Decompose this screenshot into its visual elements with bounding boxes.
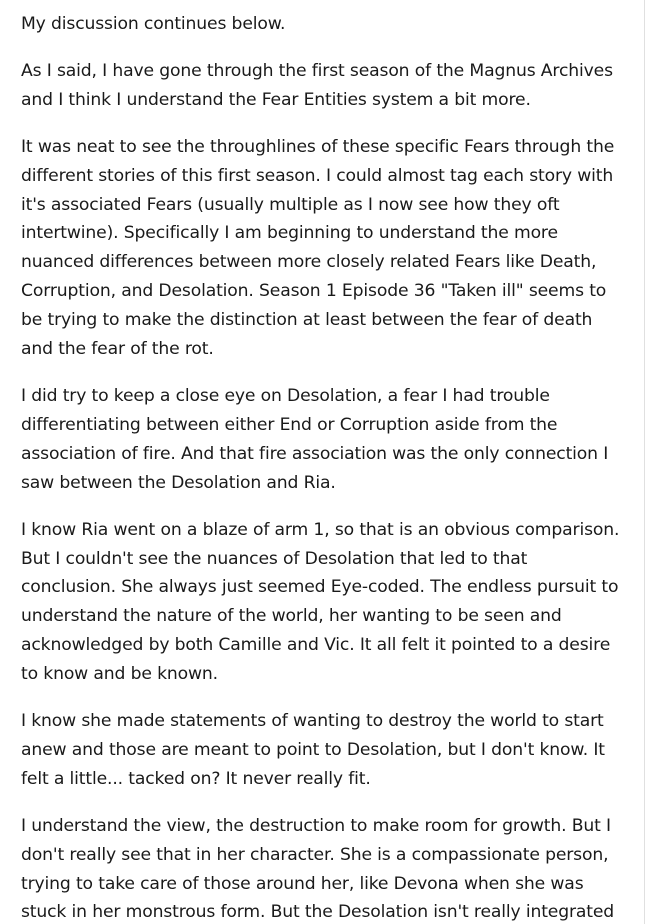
- page-gutter: [645, 0, 661, 924]
- paragraph-5: I know Ria went on a blaze of arm 1, so that is an obvious comparison. But I couldn't see the nuances of Desolation that led to that conclusion. She always just seemed Eye-coded. The endless pursuit to understand the nature of the world, her wanting to be seen and acknowledged by both Camille and Vic. It all felt it pointed to a desire to know and be known.: [21, 519, 620, 685]
- paragraph-4: I did try to keep a close eye on Desolation, a fear I had trouble differentiating between either End or Corruption aside from the association of fire. And that fire association was the only connection I saw between the Desolation and Ria.: [21, 385, 609, 493]
- paragraph-7: I understand the view, the destruction to make room for growth. But I don't really see that in her character. She is a compassionate person, trying to take care of those around her, like Devona when she was stuck in her monstrous form. But the Desolation isn't really integrated: [21, 815, 615, 923]
- paragraph-6: I know she made statements of wanting to destroy the world to start anew and those are meant to point to Desolation, but I don't know. It felt a little... tacked on? It never really fit.: [21, 711, 605, 789]
- paragraph-1: My discussion continues below.: [21, 14, 286, 34]
- paragraph-2: As I said, I have gone through the first season of the Magnus Archives and I think I understand the Fear Entities system a bit more.: [21, 60, 613, 110]
- paragraph-3: It was neat to see the throughlines of these specific Fears through the different stories of this first season. I could almost tag each story with it's associated Fears (usually multiple as I now see how they oft intertwine). Specifically I am beginning to understand the more nuanced differences between more closely related Fears like Death, Corruption, and Desolation. Season 1 Episode 36 "Taken ill" seems to be trying to make the distinction at least between the fear of death and the fear of the rot.: [21, 136, 615, 360]
